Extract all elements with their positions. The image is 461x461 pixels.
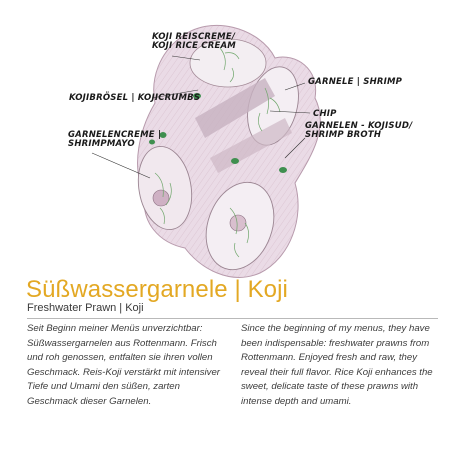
label-line: KOJI REISCREME/ [152,32,236,42]
label-koji-rice-cream [152,33,236,51]
dish-subtitle: Freshwater Prawn | Koji [27,302,144,314]
label-kojicrumbs [69,94,200,103]
label-shrimp [308,78,402,87]
label-chip [313,110,337,119]
label-line: GARNELENCREME | [68,130,162,140]
label-line: GARNELE | SHRIMP [308,77,403,87]
label-line: SHRIMPMAYO [68,139,135,149]
label-line: KOJIBRÖSEL | KOJICRUMBS [69,93,201,103]
label-shrimp-mayo [68,131,161,149]
divider [27,318,438,319]
label-line: KOJI RICE CREAM [152,41,236,51]
description-english: Since the beginning of my menus, they have been indispensable: freshwater prawns from Rottenmann. Enjoyed fresh and raw, they reveal their full flavor. Rice Koji enhances the sweet, delicate taste of these prawns with intense depth and umami. [241,323,433,407]
label-shrimp-broth [305,122,412,140]
label-line: SHRIMP BROTH [305,130,382,140]
label-line: CHIP [313,109,337,119]
description-german: Seit Beginn meiner Menüs unverzichtbar: Süßwassergarnelen aus Rottenmann. Frisch und roh genossen, entfalten sie ihren vollen Geschmack. Reis-Koji verstärkt mit intensiver Tiefe und Umami den süßen, zarten Geschmack dieser Garnelen. [27,323,220,407]
dish-title: Süßwassergarnele | Koji [26,276,288,303]
shrimp-mayo-dot [153,190,169,206]
label-line: GARNELEN - KOJISUD/ [305,121,413,131]
